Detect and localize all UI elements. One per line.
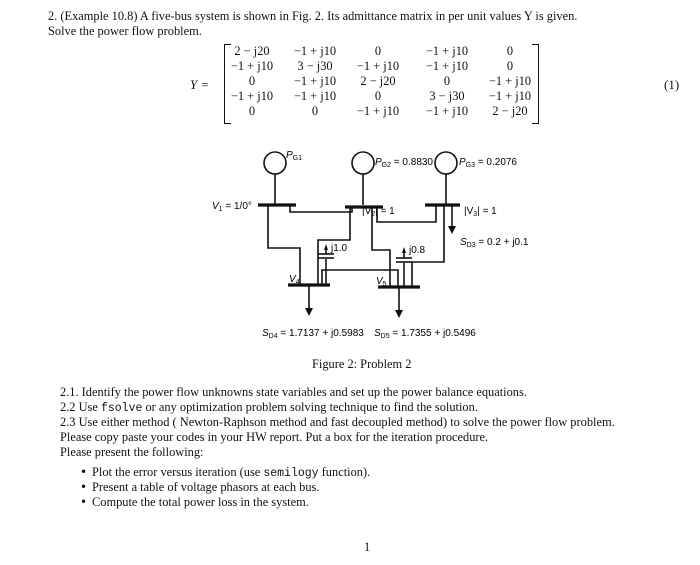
matrix-cell-r1c2: −1 + j10 <box>293 44 337 58</box>
task-2-2: 2.2 Use fsolve or any optimization problem solving technique to find the solution. <box>60 400 478 415</box>
figure-caption: Figure 2: Problem 2 <box>312 357 412 371</box>
matrix-cell-r1c5: 0 <box>506 44 514 58</box>
bullet-dot: • <box>80 480 88 494</box>
matrix-cell-r1c4: −1 + j10 <box>425 44 469 58</box>
cap1-label: j1.0 <box>331 243 348 254</box>
matrix-cell-r3c3: 2 − j20 <box>360 74 396 88</box>
v5-label: $V_5$ <box>376 276 387 288</box>
generator-3 <box>435 152 457 174</box>
matrix-cell-r2c3: −1 + j10 <box>356 59 400 73</box>
load-arrow-4 <box>305 308 313 316</box>
bullet-1: Plot the error versus iteration (use semilogy function). <box>92 465 371 480</box>
matrix-cell-r4c5: −1 + j10 <box>488 89 532 103</box>
task-2-1: 2.1. Identify the power flow unknowns state variables and set up the power balance equations. <box>60 385 527 399</box>
sd3-label: $S_{D3} = 0.2 + j0.1$ <box>460 237 529 249</box>
matrix-cell-r3c4: 0 <box>443 74 451 88</box>
load-arrow-5 <box>395 310 403 318</box>
matrix-cell-r1c3: 0 <box>374 44 382 58</box>
copy-instructions: Please copy paste your codes in your HW report. Put a box for the iteration procedure. <box>60 430 489 444</box>
v4-label: $V_4$ <box>289 274 300 286</box>
sd5-label: $S_{D5} = 1.7355 + j0.5496$ <box>374 328 476 340</box>
matrix-cell-r3c2: −1 + j10 <box>293 74 337 88</box>
generator-1 <box>264 152 286 174</box>
pg2-label: $P_{G2} = 0.8830$ <box>375 157 433 169</box>
cap2-label: j0.8 <box>409 245 426 256</box>
task-2-3: 2.3 Use either method ( Newton-Raphson method and fast decoupled method) to solve the power flow problem. <box>60 415 615 429</box>
load-arrow-3 <box>448 226 456 234</box>
matrix-cell-r2c1: −1 + j10 <box>230 59 274 73</box>
sd4-label: $S_{D4} = 1.7137 + j0.5983$ <box>262 328 364 340</box>
matrix-cell-r2c5: 0 <box>506 59 514 73</box>
cap-arrow-4 <box>324 244 328 250</box>
matrix-cell-r3c5: −1 + j10 <box>488 74 532 88</box>
matrix-cell-r5c3: −1 + j10 <box>356 104 400 118</box>
present-instructions: Please present the following: <box>60 445 204 459</box>
matrix-cell-r4c2: −1 + j10 <box>293 89 337 103</box>
v1-label: $V_1 = 1/0^\circ$ <box>212 201 252 213</box>
equation-number: (1) <box>664 77 680 92</box>
problem-intro-line2: Solve the power flow problem. <box>48 24 202 38</box>
bullet-2: Present a table of voltage phasors at each bus. <box>92 480 320 494</box>
matrix-cell-r4c4: 3 − j30 <box>429 89 465 103</box>
matrix-cell-r3c1: 0 <box>248 74 256 88</box>
matrix-cell-r2c2: 3 − j30 <box>297 59 333 73</box>
page-number: 1 <box>364 540 371 554</box>
pg3-label: $P_{G3} = 0.2076$ <box>459 157 517 169</box>
pg1-label: $P_{G1}$ <box>286 150 303 162</box>
matrix-cell-r4c1: −1 + j10 <box>230 89 274 103</box>
v3-label: $|V_3| = 1$ <box>464 206 497 218</box>
matrix-cell-r5c2: 0 <box>311 104 319 118</box>
generator-2 <box>352 152 374 174</box>
problem-intro-line1: 2. (Example 10.8) A five-bus system is shown in Fig. 2. Its admittance matrix in per unit values Y is given. <box>48 9 578 23</box>
matrix-cell-r1c1: 2 − j20 <box>234 44 270 58</box>
matrix-cell-r5c5: 2 − j20 <box>492 104 528 118</box>
cap-arrow-5 <box>402 247 406 253</box>
bullet-dot: • <box>80 465 88 479</box>
matrix-cell-r5c4: −1 + j10 <box>425 104 469 118</box>
bullet-dot: • <box>80 495 88 509</box>
matrix-cell-r5c1: 0 <box>248 104 256 118</box>
matrix-cell-r4c3: 0 <box>374 89 382 103</box>
matrix-label: Y = <box>190 77 210 92</box>
matrix-cell-r2c4: −1 + j10 <box>425 59 469 73</box>
v2-label: $|V_2| = 1$ <box>362 206 395 218</box>
bullet-3: Compute the total power loss in the system. <box>92 495 309 509</box>
